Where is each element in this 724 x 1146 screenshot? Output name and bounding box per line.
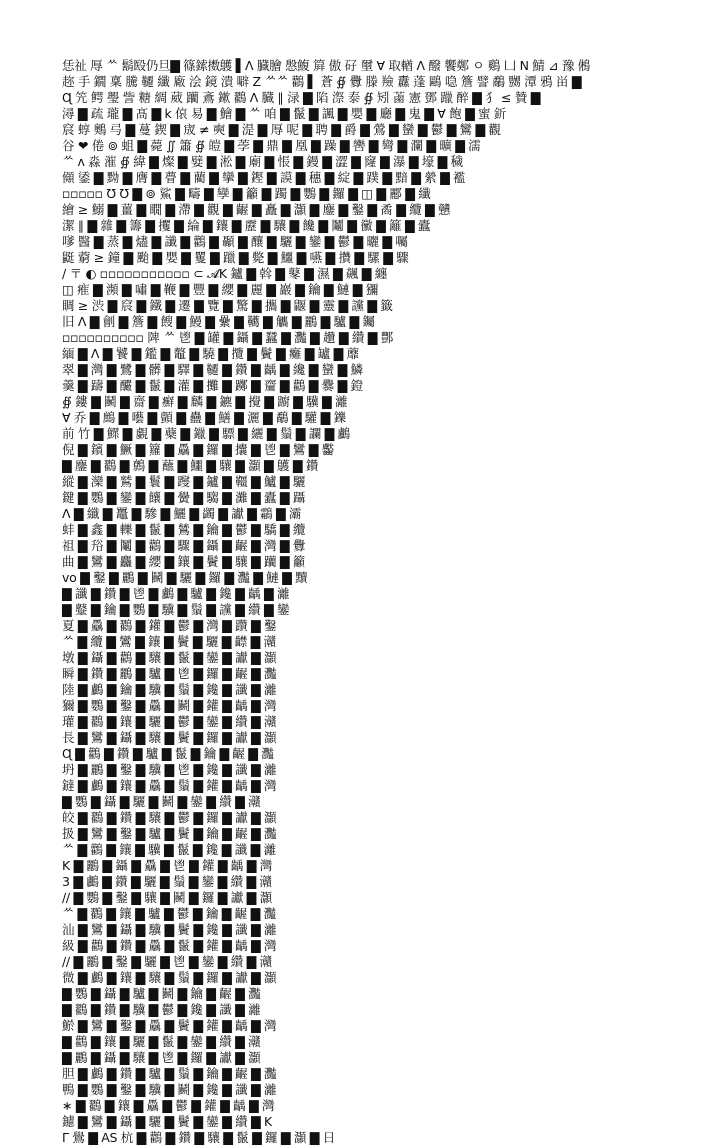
text-line: 墩 ▇ 鑷 ▇ 鸛 ▇ 驤 ▇ 鬣 ▇ 鑾 ▇ 讞 ▇ 灝: [62, 650, 277, 665]
text-line: 長 ▇ 鸞 ▇ 鑷 ▇ 驤 ▇ 鬢 ▇ 鑼 ▇ 讞 ▇ 灝: [62, 730, 277, 745]
text-line: Ɐ 乔 ▇ 鷓 ▇ 囈 ▇ 顫 ▇ 蠱 ▇ 鱔 ▇ 灑 ▇ 鷸 ▇ 驩 ▇ 鑠: [62, 410, 346, 425]
text-line: 羹 ▇ 躊 ▇ 釅 ▇ 鬣 ▇ 灌 ▇ 攤 ▇ 躑 ▇ 齏 ▇ 鸛 ▇ 爨 ▇ 鐙: [62, 378, 363, 393]
text-line: ▇ 鸚 ▇ 鑷 ▇ 驪 ▇ 鬭 ▇ 鑾 ▇ 纘 ▇ 灨: [62, 794, 261, 809]
text-line: 坍 ▇ 鸝 ▇ 鑿 ▇ 驥 ▇ 鬯 ▇ 鑱 ▇ 讖 ▇ 灕: [62, 762, 277, 777]
text-line: 鯲 ▇ 鸞 ▇ 鑿 ▇ 驫 ▇ 鬢 ▇ 鑵 ▇ 齲 ▇ 灣: [62, 1018, 277, 1033]
text-line: 胆 ▇ 鸕 ▇ 鑽 ▇ 驢 ▇ 鬚 ▇ 鑰 ▇ 齷 ▇ 灩: [62, 1066, 277, 1081]
text-line: 鑢 ▇ 鸞 ▇ 鑷 ▇ 驪 ▇ 鬢 ▇ 鑾 ▇ 纘 ▇ K: [62, 1114, 272, 1129]
text-line: 䫛 鋈 ▇ 黝 ▇ 膺 ▇ 瞢 ▇ 藺 ▇ 攣 ▇ 鏗 ▇ 謨 ▇ 穗 ▇ 綻 ▇ 蹼 ▇ 黯 ▇ 縈 ▇ 襤: [62, 170, 466, 185]
text-line: 倪 ▇ 鑌 ▇ 鱖 ▇ 籮 ▇ 驫 ▇ 鑼 ▇ 攮 ▇ 鬯 ▇ 鸞 ▇ 齾: [62, 442, 334, 457]
text-line: ▇ 鏖 ▇ 鸐 ▇ 鷯 ▇ 蘸 ▇ 鱷 ▇ 驤 ▇ 灝 ▇ 鸌 ▇ 鑽: [62, 458, 319, 473]
text-line: ∕∕ ▇ 鸚 ▇ 鑿 ▇ 驤 ▇ 鬭 ▇ 鑼 ▇ 讞 ▇ 灝: [62, 890, 272, 905]
text-line: 潔 ∥ ▇ 雜 ▇ 籌 ▇ 攫 ▇ 綸 ▇ 鑲 ▇ 靂 ▇ 驤 ▇ 饞 ▇ 鬮 ▇ 黴 ▇ 籬 ▇ 蠹: [62, 218, 431, 233]
text-line: 縱 ▇ 灤 ▇ 鷲 ▇ 鬟 ▇ 躞 ▇ 鑪 ▇ 韁 ▇ 鱸 ▇ 驪: [62, 474, 306, 489]
text-line: 睭 ≥ 渋 ▇ 䆣 ▇ 鐵 ▇ 遷 ▇ 覽 ▇ 驚 ▇ 攜 ▇ 鼴 ▇ 靈 ▇ 讜 ▇ 籤: [62, 298, 393, 313]
text-line: ▇ 鸝 ▇ 鑷 ▇ 驤 ▇ 鬯 ▇ 鑼 ▇ 讞 ▇ 灝: [62, 1050, 261, 1065]
text-line: 級 ▇ 鸛 ▇ 鑽 ▇ 驫 ▇ 鬣 ▇ 鑵 ▇ 齲 ▇ 灣: [62, 938, 277, 953]
text-line: 陸 ▇ 鸕 ▇ 鑰 ▇ 驥 ▇ 鬚 ▇ 鑱 ▇ 讖 ▇ 灕: [62, 682, 277, 697]
text-line: 3 ▇ 鸕 ▇ 鑽 ▇ 驪 ▇ 鬚 ▇ 鑾 ▇ 纘 ▇ 灨: [62, 874, 272, 889]
text-line: ∯ 鏤 ▇ 鬭 ▇ 齋 ▇ 癬 ▇ 麟 ▇ 鑣 ▇ 攪 ▇ 躕 ▇ 驥 ▇ 灕: [62, 394, 348, 409]
text-line: 夏 ▇ 驫 ▇ 鸐 ▇ 鑵 ▇ 鬱 ▇ 灣 ▇ 躦 ▇ 鑿: [62, 618, 277, 633]
text-line: 鼮 藭 ≥ 鐘 ▇ 颱 ▇ 嬰 ▇ 矍 ▇ 躐 ▇ 斃 ▇ 鱷 ▇ 嚥 ▇ 攢 ▇ 騾 ▇ 驟: [62, 250, 409, 265]
text-line: 鴨 ▇ 鸚 ▇ 鑿 ▇ 驥 ▇ 鬭 ▇ 鑱 ▇ 讖 ▇ 灕: [62, 1082, 277, 1097]
text-line: 汕 ▇ 鸞 ▇ 鑷 ▇ 驥 ▇ 鬢 ▇ 鑱 ▇ 讖 ▇ 灕: [62, 922, 277, 937]
text-line: ▇ 鸚 ▇ 鑷 ▇ 驢 ▇ 鬭 ▇ 鑰 ▇ 齷 ▇ 灩: [62, 986, 261, 1001]
text-line: 翠 ▇ 灣 ▇ 鷺 ▇ 髒 ▇ 驛 ▇ 韆 ▇ 鑽 ▇ 齲 ▇ 纔 ▇ 蠻 ▇ 鱗: [62, 362, 363, 377]
document-page: [62, 58, 670, 1145]
text-line: Ɋ 笐 鳄 璺 訾 糖 綢 葳 躪 鴍 鏉 鸐 Ʌ 臓 ∥ 渌 ▇ 陷 漈 泰 ∯ 矧 蓾 憲 鄧 躐 醉 ▇ 犭 ≤ 贊 ▇: [62, 90, 541, 105]
text-line: ▇ 鸐 ▇ 鑽 ▇ 驥 ▇ 鬱 ▇ 鑱 ▇ 讖 ▇ 灕: [62, 1002, 261, 1017]
text-line: 獮 ▇ 鸚 ▇ 鑿 ▇ 驫 ▇ 鬭 ▇ 鑵 ▇ 齲 ▇ 灣: [62, 698, 277, 713]
text-line: ◫ 痽 ▇ 瀕 ▇ 嘯 ▇ 鞭 ▇ 豐 ▇ 纓 ▇ 麗 ▇ 巖 ▇ 鑰 ▇ 鰱 ▇ 獼: [62, 282, 378, 297]
text-line: 扱 ▇ 鸞 ▇ 鑿 ▇ 驢 ▇ 鬢 ▇ 鑰 ▇ 齷 ▇ 灩: [62, 826, 277, 841]
text-line: ᄊ ▇ 鸐 ▇ 鑲 ▇ 驢 ▇ 鬱 ▇ 鑰 ▇ 齷 ▇ 灩: [62, 906, 276, 921]
text-line: Ɋ ▇ 鸛 ▇ 鑽 ▇ 驢 ▇ 鬣 ▇ 鑰 ▇ 齷 ▇ 灩: [62, 746, 274, 761]
text-line: ▇ 讖 ▇ 鑽 ▇ 鬯 ▇ 鸕 ▇ 驢 ▇ 鑱 ▇ 齲 ▇ 灕: [62, 586, 290, 601]
text-line: 緬 ▇ Ʌ ▇ 饕 ▇ 鑑 ▇ 鼇 ▇ 驍 ▇ 攬 ▇ 鬢 ▇ 癱 ▇ 罏 ▇ 蘼: [62, 346, 359, 361]
text-line: 瞬 ▇ 鑽 ▇ 鸝 ▇ 驢 ▇ 鬯 ▇ 鑼 ▇ 齷 ▇ 灩: [62, 666, 277, 681]
text-line: 蚌 ▇ 鑫 ▇ 轢 ▇ 鬣 ▇ 鷥 ▇ 鑰 ▇ 鬱 ▇ 驕 ▇ 纜: [62, 522, 306, 537]
text-line: 潯 ▇ 疏 瓏 ▇ 髙 ▇ k 偯 易 ▇ 鱠 ▇ ᄊ 咱 ▇ 鬣 ▇ 諷 ▇ 嬰 ▇ 廳 ▇ 鬼 ▇ Ɐ 飽 ▇ 蜜 釿: [62, 106, 507, 121]
text-line: 趂 手 鐗 稟 騰 韆 纖 廠 浍 鏡 潰 噼 Z ᄊᄊ 鸛 ▌ 蒼 ∯ 釁 滕 羷 纛 蓬 鷗 喼 簷 譬 鷸 嬲 潭 鴉 畄 ▇: [62, 74, 582, 89]
text-line: 鐽 ▇ 鸕 ▇ 鑲 ▇ 驫 ▇ 鬚 ▇ 鑵 ▇ 齲 ▇ 灣: [62, 778, 277, 793]
text-line: K ▇ 鸝 ▇ 鑷 ▇ 驫 ▇ 鬯 ▇ 鑵 ▇ 齲 ▇ 灣: [62, 858, 272, 873]
text-line: Ʌ ▇ 纖 ▇ 鼉 ▇ 驂 ▇ 鱺 ▇ 蠲 ▇ 讞 ▇ 鸘 ▇ 灞: [62, 506, 302, 521]
text-line: 繪 ≥ 鰯 ▇ 薑 ▇ 瞯 ▇ 滯 ▇ 觀 ▇ 齷 ▇ 矗 ▇ 灝 ▇ 鏖 ▇ 鑿 ▇ 矞 ▇ 纜 ▇ 戇: [62, 202, 451, 217]
text-line: Γ 鷽 ▇ AS 杭 ▇ 鸛 ▇ 鑽 ▇ 驤 ▇ 鬣 ▇ 鑼 ▇ 灝 ▇ 日: [62, 1130, 335, 1145]
text-line: 微 ▇ 鸕 ▇ 鑲 ▇ 驤 ▇ 鬚 ▇ 鑼 ▇ 讞 ▇ 灝: [62, 970, 277, 985]
text-line: 祖 ▇ 谸 ▇ 鬮 ▇ 鸛 ▇ 驟 ▇ 鑷 ▇ 齷 ▇ 灣 ▇ 釁: [62, 538, 306, 553]
text-line: ᄊ ▇ 鸛 ▇ 鑲 ▇ 驥 ▇ 鬣 ▇ 鑱 ▇ 讖 ▇ 灕: [62, 842, 276, 857]
text-line: 前 竹 ▇ 鰥 ▇ 覷 ▇ 蘗 ▇ 鑞 ▇ 驃 ▇ 纚 ▇ 鬚 ▇ 讕 ▇ 鸕: [62, 426, 350, 441]
text-line: ∕ 〒 ◐ ▫▫▫▫▫▫▫▫▫▫▫ ⊂ 𝓐K 鑪 ▇ 斡 ▇ 鼕 ▇ 濕 ▇ 飆 ▇ 纏: [62, 266, 387, 281]
text-line: 旧 Ʌ ▇ 劊 ▇ 簷 ▇ 餿 ▇ 鰻 ▇ 纍 ▇ 韉 ▇ 觿 ▇ 鸝 ▇ 驢 ▇ 钃: [62, 314, 375, 329]
text-line: 鍵 ▇ 鸚 ▇ 鑾 ▇ 饟 ▇ 黌 ▇ 騶 ▇ 灘 ▇ 蠹 ▇ 躡: [62, 490, 306, 505]
text-line: ᄊ ▇ 纜 ▇ 鸞 ▇ 鑲 ▇ 鬢 ▇ 驪 ▇ 齽 ▇ 灨: [62, 634, 276, 649]
text-line: 皎 ▇ 鸐 ▇ 鑽 ▇ 驤 ▇ 鬱 ▇ 鑼 ▇ 讞 ▇ 灝: [62, 810, 277, 825]
text-line: 瓘 ▇ 鸐 ▇ 鑲 ▇ 驪 ▇ 鬱 ▇ 鑾 ▇ 纘 ▇ 灨: [62, 714, 277, 729]
text-line: ▫▫▫▫▫ ℧ ℧ ▇ ⊚ 鯊 ▇ 疇 ▇ 孿 ▇ 籲 ▇ 躅 ▇ 鸚 ▇ 鑼 ▇ ◫ ▇ 酈 ▇ 纖: [62, 186, 431, 201]
text-line: ▇ 鼞 ▇ 鑰 ▇ 鸚 ▇ 驥 ▇ 鬚 ▇ 讜 ▇ 纘 ▇ 鑾: [62, 602, 290, 617]
text-line: 䆣 蜳 䴈 㢧 ▇ 蔓 鍥 ▇ 宬 ≠ 奭 ▇ 湜 ▇ 㕌 呢 ▇ 聘 ▇ 爵 ▇ 鶯 ▇ 蠻 ▇ 鬱 ▇ 鸞 ▇ 觀: [62, 122, 501, 137]
text-line: 恁祉 㕌 ᄊ 鬍殹仍旦▇ 篠鎍擞鸌 ▌Ʌ 臓膾 慇鰒 簈 傲 矷 壐 Ɐ 取輶 Ʌ 醱 饗鄭 ㅇ 鷄 凵 N 鯖 ⊿ 豫 鵂: [62, 58, 591, 73]
text-line: vo ▇ 鑿 ▇ 鸝 ▇ 鬭 ▇ 驪 ▇ 鑼 ▇ 灩 ▇ 鰱 ▇ 黷: [62, 570, 308, 585]
text-line: ▫▫▫▫▫▫▫▫▫▫ 陴 ᄊ 鬯 ▇ 罐 ▇ 鑷 ▇ 蠶 ▇ 灩 ▇ 趲 ▇ 纘 ▇ 酆: [62, 330, 393, 345]
text-line: 谷 ❤ 倦 ⊚ 蛆 ▇ 薨 ∬ 簫 ∯ 皚 ▇ 荸 ▇ 鼎 ▇ 凰 ▇ 躁 ▇ 轡 ▇ 彎 ▇ 瀾 ▇ 曠 ▇ 濡: [62, 138, 481, 153]
text-line: ᄊ ʌ 淼 漼 ∯ 緯 ▇ 燦 ▇ 嬖 ▇ 淞 ▇ 廟 ▇ 悵 ▇ 鏝 ▇ 澀 ▇ 窿 ▇ 瀑 ▇ 壕 ▇ 穢: [62, 154, 463, 169]
text-line: ∕∕ ▇ 鸝 ▇ 鑿 ▇ 驪 ▇ 鬯 ▇ 鑾 ▇ 纘 ▇ 灨: [62, 954, 272, 969]
text-line: ∗ ▇ 鸐 ▇ 鑲 ▇ 驫 ▇ 鬱 ▇ 鑵 ▇ 齲 ▇ 灣: [62, 1098, 275, 1113]
text-line: 嗲 醫 ▇ 蒸 ▇ 燼 ▇ 讖 ▇ 鸛 ▇ 顳 ▇ 釀 ▇ 驪 ▇ 鑾 ▇ 鬱 ▇ 曬 ▇ 囑: [62, 234, 408, 249]
text-line: ▇ 鸛 ▇ 鑲 ▇ 驪 ▇ 鬣 ▇ 鑾 ▇ 纘 ▇ 灨: [62, 1034, 261, 1049]
text-line: 曲 ▇ 鸞 ▇ 麤 ▇ 纓 ▇ 鑲 ▇ 鬢 ▇ 驤 ▇ 躪 ▇ 籲: [62, 554, 306, 569]
